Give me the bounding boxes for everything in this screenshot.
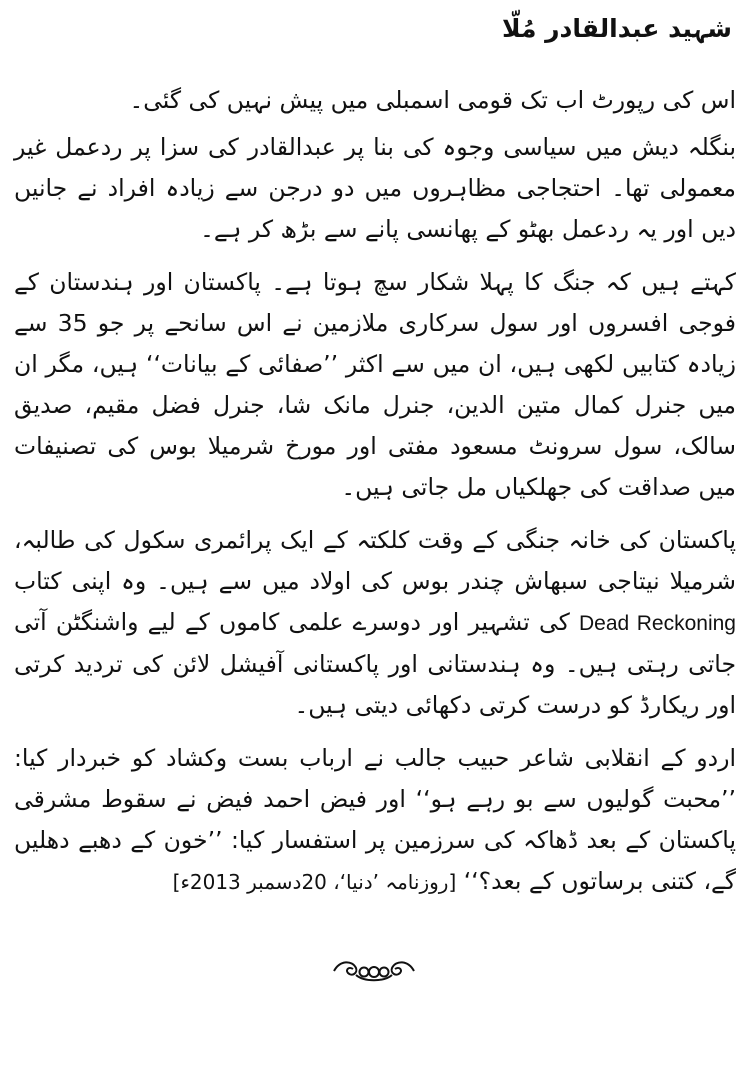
paragraph — [14, 520, 736, 726]
paragraph: کہتے ہیں کہ جنگ کا پہلا شکار سچ ہوتا ہے۔ پاکستان اور ہندستان کے فوجی افسروں اور سول سرکاری ملازمین نے اس سانحے پر جو 35 سے زیادہ کتابیں لکھی ہیں، ان میں سے اکثر ’’صفائی کے بیانات‘‘ ہیں، مگر ان میں جنرل کمال متین الدین، جنرل مانک شا، جنرل فضل مقیم، صدیق سالک، سول سرونٹ مسعود مفتی اور مورخ شرمیلا بوس کی تصنیفات میں صداقت کی جھلکیاں مل جاتی ہیں۔ — [14, 268, 737, 501]
page-heading: شہید عبدالقادر مُلّا — [501, 14, 732, 43]
citation: [روزنامہ ’دنیا‘، 20دسمبر 2013ء] — [172, 870, 457, 894]
paragraph: اس کی رپورٹ اب تک قومی اسمبلی میں پیش نہیں کی گئی۔ — [129, 86, 736, 114]
paragraph-text: اردو کے انقلابی شاعر حبیب جالب نے ارباب بست وکشاد کو خبردار کیا: ’’محبت گولیوں سے بو رہے ہو‘‘ اور فیض احمد فیض نے سقوط مشرقی پاکستان کے بعد ڈھاکہ کی سرزمین پر استفسار کیا: ’’خون کے دھبے دھلیں گے، کتنی برساتوں کے بعد؟‘‘ — [14, 744, 736, 895]
paragraph-text: پاکستان کی خانہ جنگی کے وقت کلکتہ کے ایک پرائمری سکول کی طالبہ، شرمیلا نیتاجی سبھاش چندر بوس کی اولاد میں سے ہیں۔ وہ اپنی کتاب — [14, 526, 736, 595]
paragraph-text: کی تشہیر اور دوسرے علمی کاموں کے لیے واشنگٹن آتی جاتی رہتی ہیں۔ وہ ہندستانی اور پاکستانی آفیشل لائن کی تردید کرتی اور ریکارڈ کو درست کرتی دکھائی دیتی ہیں۔ — [14, 608, 736, 719]
decorative-flourish-icon — [330, 958, 418, 984]
paragraph — [14, 738, 736, 903]
article-body — [14, 80, 736, 915]
book-title: Dead Reckoning — [579, 612, 736, 635]
paragraph: بنگلہ دیش میں سیاسی وجوہ کی بنا پر عبدالقادر کی سزا پر ردعمل غیر معمولی تھا۔ احتجاجی مظاہروں میں دو درجن سے زیادہ افراد نے جانیں دیں اور یہ ردعمل بھٹو کے پھانسی پانے سے بڑھ کر ہے۔ — [14, 133, 736, 243]
